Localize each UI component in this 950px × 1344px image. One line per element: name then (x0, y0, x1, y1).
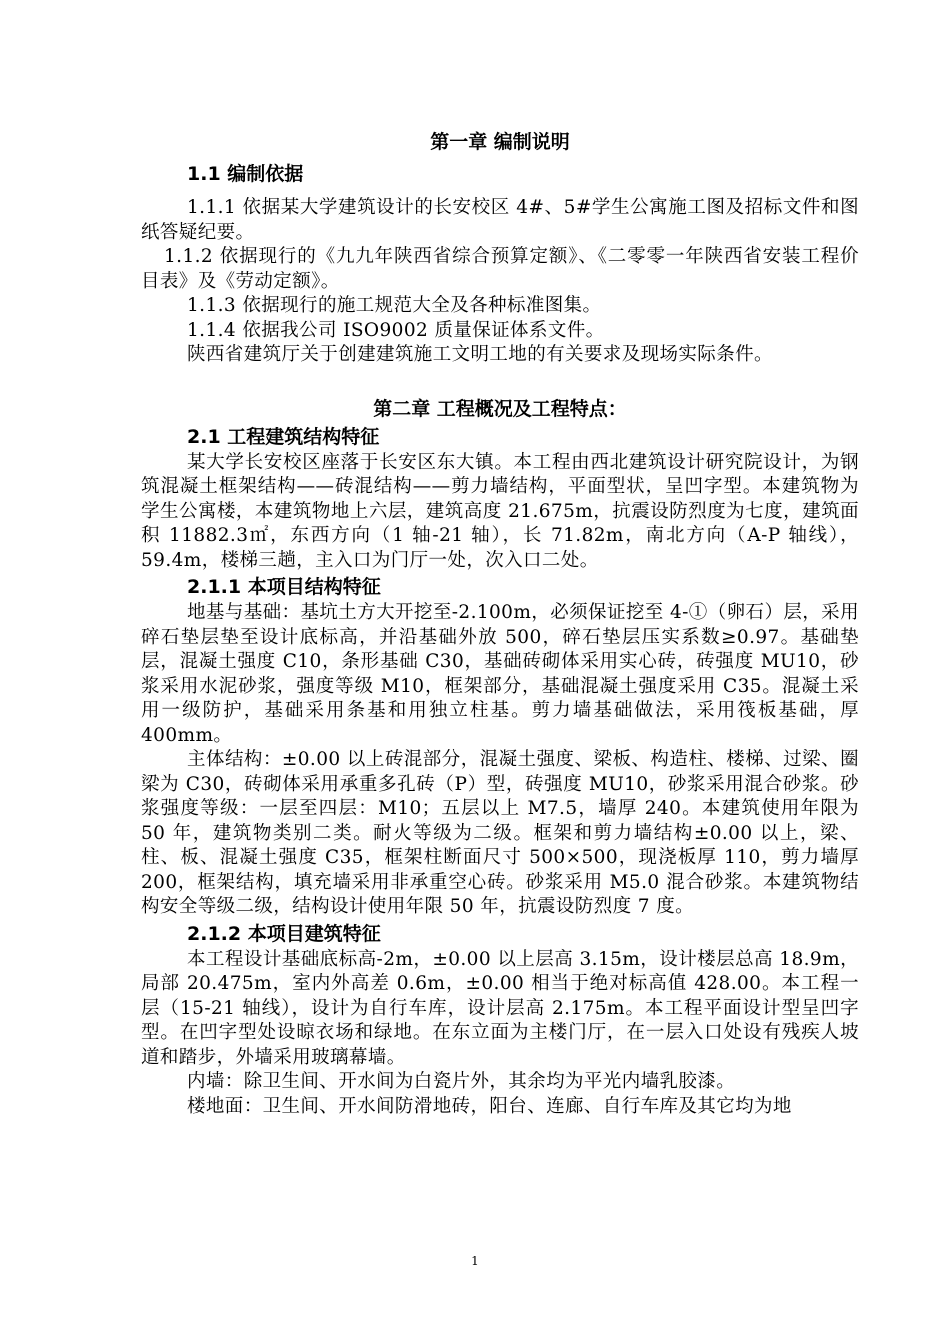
section-1-1-heading: 1.1 编制依据 (187, 163, 304, 185)
item-1-1-4: 1.1.4 依据我公司 ISO9002 质量保证体系文件。 (187, 319, 605, 341)
item-1-1-3: 1.1.3 依据现行的施工规范大全及各种标准图集。 (187, 295, 602, 316)
section-2-1-1-heading: 2.1.1 本项目结构特征 (187, 576, 381, 598)
paragraph-interior-wall: 内墙：除卫生间、开水间为白瓷片外，其余均为平光内墙乳胶漆。 (187, 1071, 736, 1092)
spacer (141, 368, 859, 395)
paragraph-main-structure: 主体结构：±0.00 以上砖混部分，混凝土强度、梁板、构造柱、楼梯、过梁、圈梁为 C30，砖砌体采用承重多孔砖（P）型，砖强度 MU10，砂浆采用混合砂浆。砂浆强度等级：一层至四层：M10；五层以上 M7.5，墙厚 240。本建筑使用年限为 50 年，建筑物类别二类。耐火等级为二级。框架和剪力墙结构±0.00 以上，梁、柱、板、混凝土强度 C35，框架柱断面尺寸 500×500，现浇板厚 110，剪力墙厚 200，框架结构，填充墙采用非承重空心砖。砂浆采用 M5.0 混合砂浆。本建筑物结构安全等级二级，结构设计使用年限 50 年，抗震设防烈度 7 度。 (141, 749, 859, 917)
paragraph-2-1: 某大学长安校区座落于长安区东大镇。本工程由西北建筑设计研究院设计，为钢筑混凝土框架结构——砖混结构——剪力墙结构，平面型状，呈凹字型。本建筑物为学生公寓楼，本建筑物地上六层，建筑高度 21.675m，抗震设防烈度为七度，建筑面积 11882.3㎡，东西方向（1 轴-21 轴），长 71.82m，南北方向（A-P 轴线），59.4m，楼梯三趟，主入口为门厅一处，次入口二处。 (141, 451, 859, 571)
paragraph-foundation: 地基与基础：基坑土方大开挖至-2.100m，必须保证挖至 4-①（卵石）层，采用碎石垫层垫至设计底标高，并沿基础外放 500，碎石垫层压实系数≥0.97。基础垫层，混凝土强度 C10，条形基础 C30，基础砖砌体采用实心砖，砖强度 MU10，砂浆采用水泥砂浆，强度等级 M10，框架部分，基础混凝土强度采用 C35。混凝土采用一级防护，基础采用条基和用独立柱基。剪力墙基础做法，采用筏板基础，厚 400mm。 (141, 602, 859, 746)
section-2-1-heading: 2.1 工程建筑结构特征 (187, 425, 380, 448)
chapter-2-title: 第二章 工程概况及工程特点： (373, 397, 627, 420)
item-1-1-2: 1.1.2 依据现行的《九九年陕西省综合预算定额》、《二零零一年陕西省安装工程价目表》及《劳动定额》。 (141, 246, 859, 292)
item-1-1-1: 1.1.1 依据某大学建筑设计的长安校区 4#、5#学生公寓施工图及招标文件和图纸答疑纪要。 (141, 197, 859, 243)
chapter-1-title: 第一章 编制说明 (430, 131, 570, 153)
section-2-1-2-heading: 2.1.2 本项目建筑特征 (187, 922, 381, 945)
page-number: 1 (471, 1254, 479, 1268)
document-page (141, 128, 859, 1119)
paragraph-floor: 楼地面：卫生间、开水间防滑地砖，阳台、连廊、自行车库及其它均为地 (187, 1095, 792, 1117)
item-requirements: 陕西省建筑厅关于创建建筑施工文明工地的有关要求及现场实际条件。 (187, 344, 773, 365)
paragraph-building-features: 本工程设计基础底标高-2m，±0.00 以上层高 3.15m，设计楼层总高 18.9m，局部 20.475m，室内外高差 0.6m，±0.00 相当于绝对标高值 428.00。本工程一层（15-21 轴线），设计为自行车库，设计层高 2.175m。本工程平面设计型呈凹字型。在凹字型处设晾衣场和绿地。在东立面为主楼门厅，在一层入口处设有残疾人坡道和踏步，外墙采用玻璃幕墙。 (141, 948, 859, 1068)
